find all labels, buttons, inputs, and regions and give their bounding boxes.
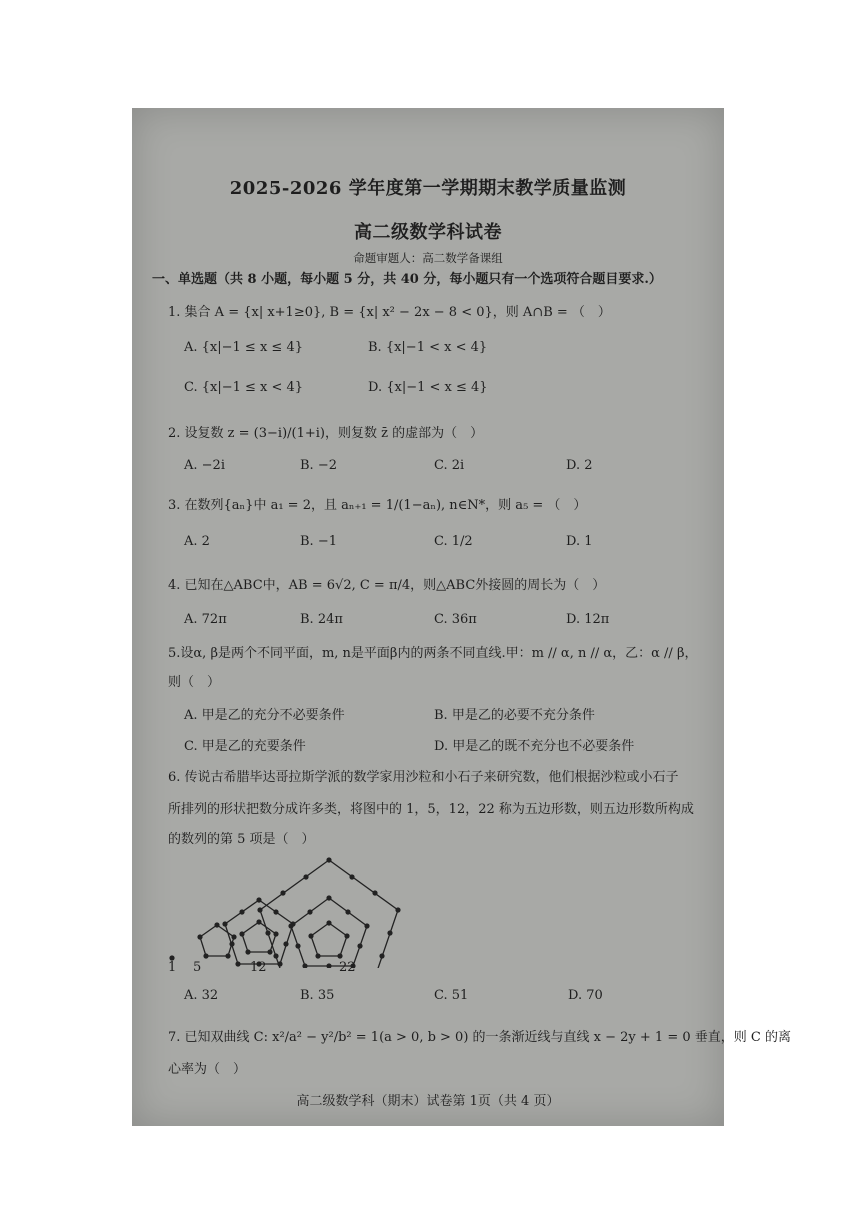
question-4-option-d: D. 12π: [566, 612, 610, 627]
question-1-option-b: B. {x|−1 < x < 4}: [368, 340, 488, 355]
question-1-stem: 1. 集合 A = {x| x+1≥0}, B = {x| x² − 2x − 8 < 0}，则 A∩B = （ ）: [168, 305, 611, 320]
pentagonal-numbers-figure: [162, 848, 422, 968]
question-2-option-a: A. −2i: [184, 458, 225, 473]
figure-label-5: 5: [193, 960, 202, 975]
question-1-option-c: C. {x|−1 ≤ x < 4}: [184, 380, 304, 395]
question-1-option-d: D. {x|−1 < x ≤ 4}: [368, 380, 488, 395]
question-5-option-c: C. 甲是乙的充要条件: [184, 739, 306, 754]
question-5-option-a: A. 甲是乙的充分不必要条件: [184, 708, 345, 723]
pentagon-outlines: [200, 860, 398, 968]
exam-author: 命题审题人：高二数学备课组: [353, 251, 503, 265]
question-6-option-a: A. 32: [184, 988, 219, 1003]
question-3-option-c: C. 1/2: [434, 534, 473, 549]
question-6-stem-cont: 所排列的形状把数分成许多类，将图中的 1，5，12，22 称为五边形数，则五边形数所构成: [168, 802, 694, 817]
question-6-stem-cont2: 的数列的第 5 项是（ ）: [168, 832, 315, 847]
page-footer: 高二级数学科（期末）试卷第 1页（共 4 页）: [296, 1094, 560, 1109]
question-2-option-b: B. −2: [300, 458, 337, 473]
question-5-option-b: B. 甲是乙的必要不充分条件: [434, 708, 595, 723]
question-3-option-a: A. 2: [184, 534, 210, 549]
question-4-stem: 4. 已知在△ABC中，AB = 6√2, C = π/4，则△ABC外接圆的周长为（ ）: [168, 578, 606, 593]
question-6-option-b: B. 35: [300, 988, 335, 1003]
exam-subtitle: 高二级数学科试卷: [354, 222, 502, 243]
exam-paper: [132, 108, 791, 1126]
question-6-stem: 6. 传说古希腊毕达哥拉斯学派的数学家用沙粒和小石子来研究数，他们根据沙粒或小石子: [168, 770, 679, 785]
question-5-stem: 5.设α, β是两个不同平面，m, n是平面β内的两条不同直线.甲：m // α, n // α，乙：α // β，: [168, 646, 698, 661]
question-3-stem: 3. 在数列{aₙ}中 a₁ = 2，且 aₙ₊₁ = 1/(1−aₙ), n∈N*，则 a₅ = （ ）: [168, 498, 587, 513]
figure-label-22: 22: [339, 960, 356, 975]
question-5-option-d: D. 甲是乙的既不充分也不必要条件: [434, 739, 635, 754]
question-2-option-c: C. 2i: [434, 458, 465, 473]
figure-label-12: 12: [250, 960, 267, 975]
question-4-option-a: A. 72π: [184, 612, 227, 627]
question-4-option-c: C. 36π: [434, 612, 477, 627]
question-3-option-d: D. 1: [566, 534, 593, 549]
question-1-option-a: A. {x|−1 ≤ x ≤ 4}: [184, 340, 303, 355]
question-4-option-b: B. 24π: [300, 612, 343, 627]
question-2-stem: 2. 设复数 z = (3−i)/(1+i)，则复数 z̄ 的虚部为（ ）: [168, 426, 484, 441]
question-7-stem: 7. 已知双曲线 C: x²/a² − y²/b² = 1(a > 0, b > 0) 的一条渐近线与直线 x − 2y + 1 = 0 垂直，则 C 的离: [168, 1030, 791, 1045]
question-7-stem-cont: 心率为（ ）: [168, 1062, 247, 1077]
exam-title: 2025-2026 学年度第一学期期末教学质量监测: [229, 178, 627, 199]
question-6-option-d: D. 70: [568, 988, 603, 1003]
question-3-option-b: B. −1: [300, 534, 337, 549]
question-2-option-d: D. 2: [566, 458, 593, 473]
section-heading: 一、单选题（共 8 小题，每小题 5 分，共 40 分，每小题只有一个选项符合题目要求.）: [152, 272, 662, 287]
question-5-stem-cont: 则（ ）: [168, 675, 221, 690]
question-6-option-c: C. 51: [434, 988, 469, 1003]
figure-label-1: 1: [168, 960, 177, 975]
